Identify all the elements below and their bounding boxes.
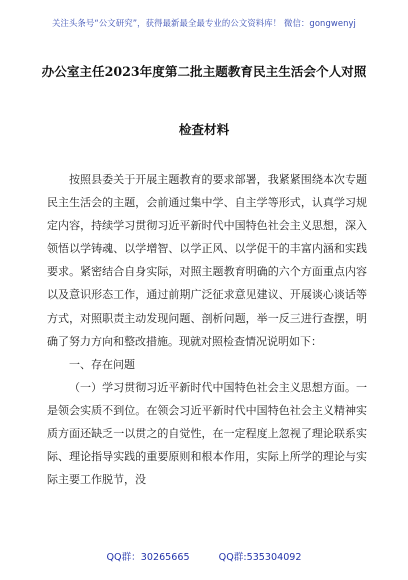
document-title-continued: 检查材料	[178, 122, 230, 137]
document-body	[47, 168, 367, 491]
intro-paragraph: 按照县委关于开展主题教育的要求部署，我紧紧围绕本次专题民主生活会的主题，会前通过集中学、自主学等形式，认真学习规定内容，持续学习贯彻习近平新时代中国特色社会主义思想，深入领悟以学铸魂、以学增智、以学正风、以学促干的丰富内涵和实践要求。紧密结合自身实际，对照主题教育明确的六个方面重点内容以及意识形态工作，通过前期广泛征求意见建议、开展谈心谈话等方式，对照职责主动发现问题、剖析问题，举一反三进行查摆，明确了努力方向和整改措施。现就对照检查情况说明如下：	[47, 173, 367, 348]
item-paragraph: （一）学习贯彻习近平新时代中国特色社会主义思想方面。一是领会实质不到位。在领会习近平新时代中国特色社会主义精神实质方面还缺乏一以贯之的自觉性，在一定程度上忽视了理论联系实际、理论指导实践的重要原则和根本作用，实际上所学的理论与实际主要工作脱节，没	[47, 380, 367, 487]
qq-group-1: QQ群：30265665	[106, 552, 190, 563]
contact-footer	[0, 549, 408, 563]
section-heading: 一、存在问题	[69, 357, 135, 371]
qq-group-2: QQ群:535304092	[218, 552, 302, 563]
promo-banner: 关注头条号“公文研究”，获得最新最全最专业的公文资料库！ 微信：gongwenyj	[52, 18, 356, 28]
document-title: 办公室主任2023年度第二批主题教育民主生活会个人对照	[41, 64, 367, 79]
